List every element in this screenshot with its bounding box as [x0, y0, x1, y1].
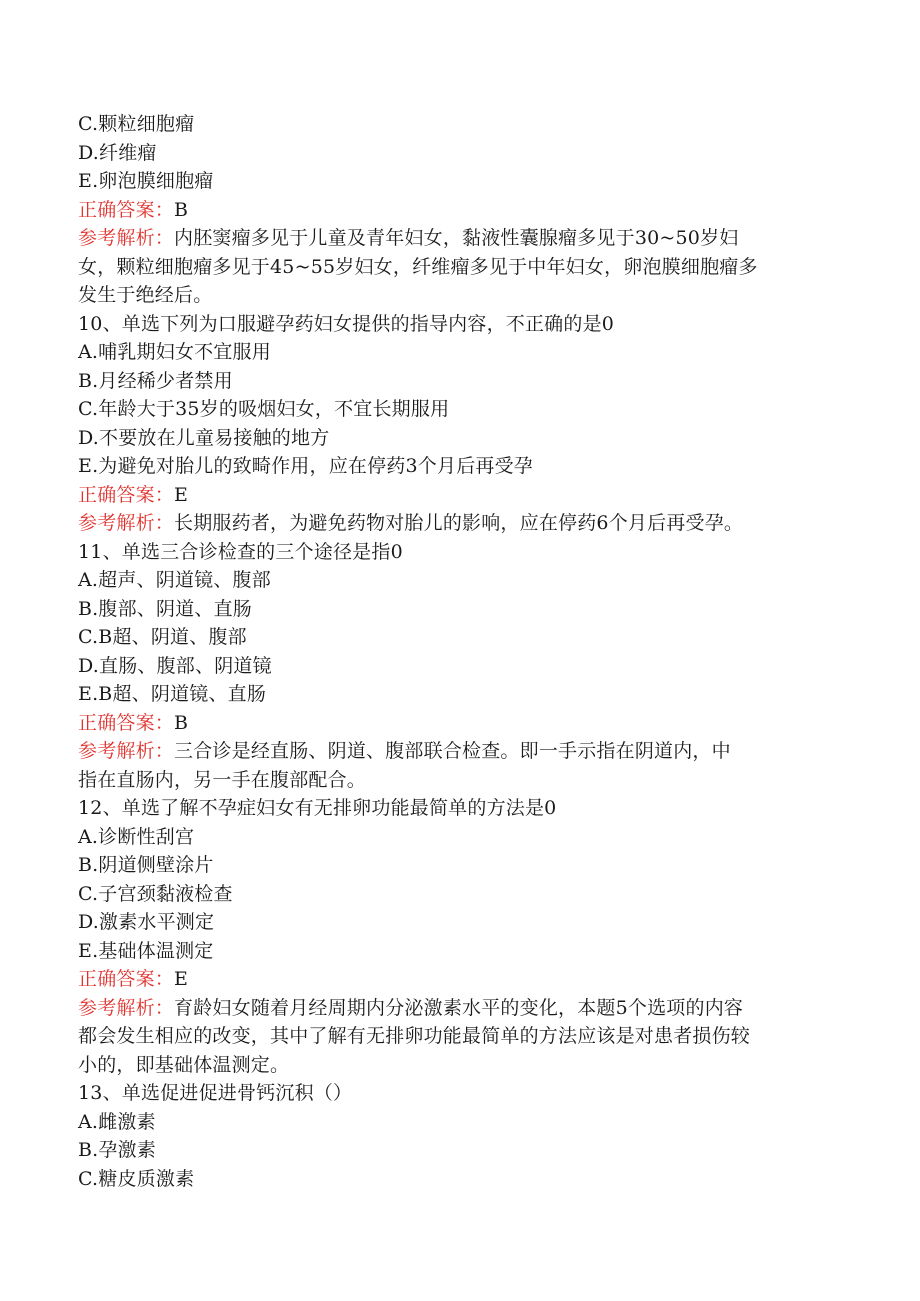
q11-explanation-line-1	[78, 737, 848, 766]
q10-option-a: A.哺乳期妇女不宜服用	[78, 341, 271, 363]
question-13: 13、单选促进促进骨钙沉积（）	[78, 1082, 353, 1104]
question-10: 10、单选下列为口服避孕药妇女提供的指导内容，不正确的是0	[78, 312, 615, 335]
q10-option-e: E.为避免对胎儿的致畸作用，应在停药3个月后再受孕	[78, 455, 533, 477]
q11-option-b: B.腹部、阴道、直肠	[78, 597, 253, 620]
q10-explanation	[78, 509, 848, 538]
explanation-text: 长期服药者，为避免药物对胎儿的影响，应在停药6个月后再受孕。	[174, 512, 744, 534]
explanation-text: 内胚窦瘤多见于儿童及青年妇女，黏液性囊腺瘤多见于30~50岁妇	[174, 227, 739, 249]
q12-option-e: E.基础体温测定	[78, 939, 214, 962]
q10-option-b: B.月经稀少者禁用	[78, 369, 233, 392]
question-12: 12、单选了解不孕症妇女有无排卵功能最简单的方法是0	[78, 797, 557, 819]
q12-correct-answer	[78, 965, 848, 994]
q11-explanation-line-2: 指在直肠内，另一手在腹部配合。	[78, 768, 367, 791]
answer-label: 正确答案：	[78, 711, 175, 734]
q12-option-c: C.子宫颈黏液检查	[78, 882, 233, 905]
q12-option-b: B.阴道侧壁涂片	[78, 854, 214, 876]
explanation-label: 参考解析：	[78, 227, 175, 249]
option-e: E.卵泡膜细胞瘤	[78, 170, 214, 192]
explanation-label: 参考解析：	[78, 996, 175, 1019]
answer-value: B	[174, 198, 189, 221]
q10-option-d: D.不要放在儿童易接触的地方	[78, 426, 330, 449]
q11-option-d: D.直肠、腹部、阴道镜	[78, 654, 272, 677]
q13-option-b: B.孕激素	[78, 1139, 157, 1161]
answer-label: 正确答案：	[78, 968, 175, 990]
q12-explanation-line-1	[78, 994, 848, 1023]
q12-explanation-line-2: 都会发生相应的改变，其中了解有无排卵功能最简单的方法应该是对患者损伤较	[78, 1025, 751, 1047]
answer-label: 正确答案：	[78, 483, 175, 506]
answer-label: 正确答案：	[78, 198, 175, 221]
q11-option-a: A.超声、阴道镜、腹部	[78, 569, 271, 591]
q12-explanation-line-3: 小的，即基础体温测定。	[78, 1053, 290, 1076]
document-page	[78, 110, 848, 1193]
explanation-text: 育龄妇女随着月经周期内分泌激素水平的变化，本题5个选项的内容	[174, 996, 744, 1019]
answer-value: B	[174, 711, 189, 734]
answer-value: E	[174, 968, 189, 990]
answer-value: E	[174, 483, 189, 506]
question-11: 11、单选三合诊检查的三个途径是指0	[78, 540, 403, 563]
explanation-label: 参考解析：	[78, 512, 175, 534]
q10-correct-answer	[78, 481, 848, 510]
explanation-label: 参考解析：	[78, 740, 175, 762]
explanation-text: 三合诊是经直肠、阴道、腹部联合检查。即一手示指在阴道内，中	[174, 740, 731, 762]
explanation-line-3: 发生于绝经后。	[78, 284, 213, 306]
q11-correct-answer	[78, 709, 848, 738]
option-c: C.颗粒细胞瘤	[78, 113, 195, 135]
q12-option-d: D.激素水平测定	[78, 911, 215, 933]
q11-option-c: C.B超、阴道、腹部	[78, 626, 247, 648]
q10-option-c: C.年龄大于35岁的吸烟妇女，不宜长期服用	[78, 398, 450, 420]
q13-option-a: A.雌激素	[78, 1110, 156, 1133]
option-d: D.纤维瘤	[78, 141, 157, 164]
q11-option-e: E.B超、阴道镜、直肠	[78, 683, 267, 705]
q12-option-a: A.诊断性刮宫	[78, 825, 195, 848]
explanation-line-2: 女，颗粒细胞瘤多见于45~55岁妇女，纤维瘤多见于中年妇女，卵泡膜细胞瘤多	[78, 255, 758, 278]
correct-answer	[78, 196, 848, 225]
explanation-line-1	[78, 224, 848, 253]
q13-option-c: C.糖皮质激素	[78, 1167, 195, 1190]
